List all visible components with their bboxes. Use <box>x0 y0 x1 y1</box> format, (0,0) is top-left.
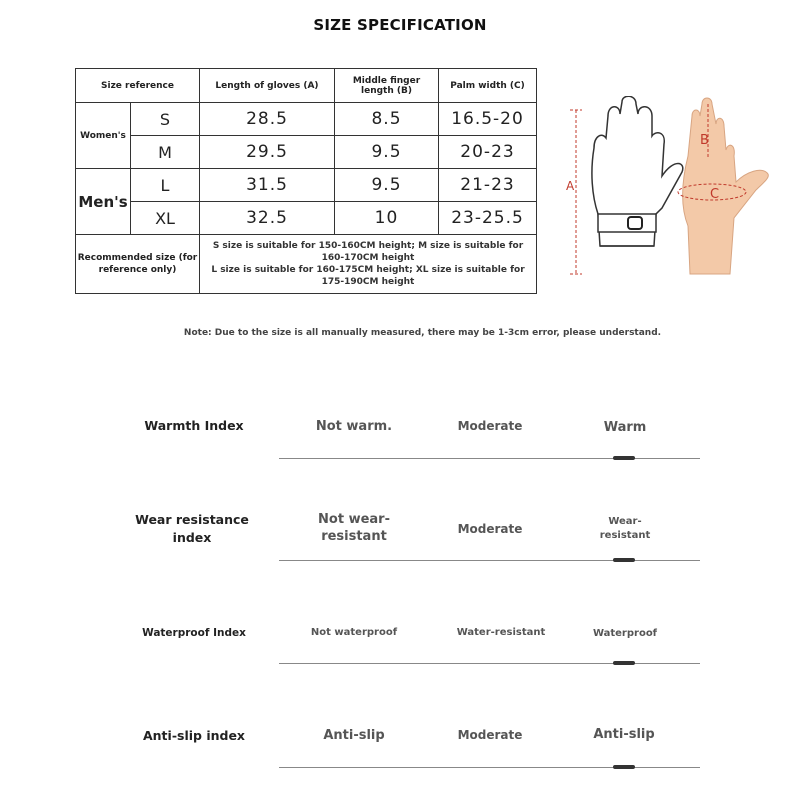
table-row <box>76 202 537 235</box>
warmth-index-label: Warmth Index <box>144 418 244 433</box>
recommended-row <box>76 235 537 294</box>
length-cell: 32.5 <box>200 202 335 235</box>
wear-slider-knob <box>613 558 635 562</box>
warmth-option-low: Not warm. <box>315 419 393 434</box>
header-size-reference: Size reference <box>76 69 200 103</box>
waterproof-index-label: Waterproof Index <box>142 627 246 639</box>
finger-cell: 8.5 <box>335 103 439 136</box>
glove-measurement-diagram <box>550 96 782 278</box>
anti-slip-index-label: Anti-slip index <box>142 728 245 743</box>
anti-slip-slider-knob <box>613 765 635 769</box>
header-finger-length: Middle finger length (B) <box>335 69 439 103</box>
measure-a-label: A <box>566 179 575 193</box>
finger-cell: 9.5 <box>335 169 439 202</box>
recommended-label: Recommended size (for reference only) <box>76 235 200 294</box>
warmth-slider-knob <box>613 456 635 460</box>
table-row <box>76 136 537 169</box>
waterproof-option-high: Waterproof <box>592 628 658 639</box>
warmth-option-high: Warm <box>603 420 647 435</box>
measure-b-label: B <box>700 133 709 148</box>
wear-resistance-index-label: Wear resistance index <box>135 512 249 545</box>
palm-cell: 16.5-20 <box>439 103 537 136</box>
size-cell: M <box>131 136 200 169</box>
wear-option-mid: Moderate <box>457 522 523 536</box>
group-label-womens: Women's <box>76 103 131 169</box>
table-header-row <box>76 69 537 103</box>
recommended-text-women: S size is suitable for 150-160CM height; M size is suitable for 160-170CM height <box>212 241 524 263</box>
finger-cell: 9.5 <box>335 136 439 169</box>
wear-option-high: Wear-resistant <box>599 516 651 541</box>
wear-slider-track <box>279 560 700 561</box>
waterproof-slider-knob <box>613 661 635 665</box>
length-cell: 29.5 <box>200 136 335 169</box>
palm-cell: 23-25.5 <box>439 202 537 235</box>
group-label-mens: Men's <box>76 169 131 235</box>
recommended-text <box>200 235 537 294</box>
size-cell: L <box>131 169 200 202</box>
recommended-text-men: L size is suitable for 160-175CM height; XL size is suitable for 175-190CM height <box>211 265 525 287</box>
size-cell: XL <box>131 202 200 235</box>
anti-slip-slider-track <box>279 767 700 768</box>
table-row <box>76 103 537 136</box>
anti-slip-option-mid: Moderate <box>457 728 523 742</box>
size-table <box>75 68 537 294</box>
waterproof-option-mid: Water-resistant <box>456 627 546 638</box>
page-title: SIZE SPECIFICATION <box>313 16 487 34</box>
hand-icon <box>683 98 769 274</box>
palm-cell: 20-23 <box>439 136 537 169</box>
measurement-note: Note: Due to the size is all manually measured, there may be 1-3cm error, please understand. <box>183 328 662 338</box>
warmth-option-mid: Moderate <box>457 419 523 433</box>
palm-cell: 21-23 <box>439 169 537 202</box>
header-glove-length: Length of gloves (A) <box>200 69 335 103</box>
anti-slip-option-high: Anti-slip <box>593 727 655 742</box>
warmth-slider-track <box>279 458 700 459</box>
anti-slip-option-low: Anti-slip <box>323 728 385 743</box>
waterproof-option-low: Not waterproof <box>310 627 398 638</box>
finger-cell: 10 <box>335 202 439 235</box>
size-cell: S <box>131 103 200 136</box>
length-cell: 28.5 <box>200 103 335 136</box>
wear-option-low: Not wear-resistant <box>318 512 390 544</box>
header-palm-width: Palm width (C) <box>439 69 537 103</box>
length-cell: 31.5 <box>200 169 335 202</box>
table-row <box>76 169 537 202</box>
measure-c-label: C <box>710 187 720 202</box>
waterproof-slider-track <box>279 663 700 664</box>
